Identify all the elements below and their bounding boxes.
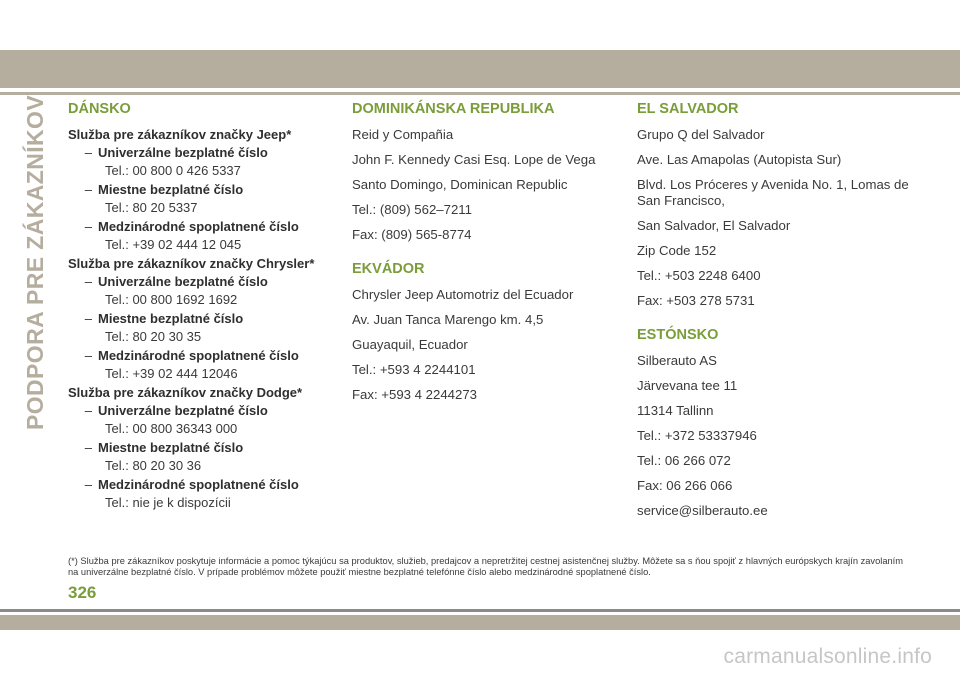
column-dominican-ecuador (352, 101, 622, 412)
list-item: – Miestne bezplatné číslo (84, 440, 244, 455)
column-salvador-estonia (637, 101, 927, 528)
phone-line: Tel.: (809) 562–7211 (352, 202, 472, 217)
country-heading-ecuador: EKVÁDOR (352, 261, 425, 277)
list-item: – Medzinárodné spoplatnené číslo (84, 219, 299, 234)
item-label: Univerzálne bezplatné číslo (98, 145, 268, 160)
phone-number: Tel.: 80 20 5337 (105, 200, 198, 215)
column-denmark (68, 101, 338, 514)
country-heading-estonia: ESTÓNSKO (637, 327, 719, 343)
zip-line: Zip Code 152 (637, 243, 717, 258)
bottom-decor-line (0, 609, 960, 612)
list-item: – Medzinárodné spoplatnené číslo (84, 348, 299, 363)
service-chrysler (68, 256, 338, 381)
address-line: 11314 Tallinn (637, 403, 714, 418)
address-line: Guayaquil, Ecuador (352, 337, 468, 352)
address-line: Järvevana tee 11 (637, 378, 738, 393)
fax-line: Fax: (809) 565-8774 (352, 227, 472, 242)
address-line: Blvd. Los Próceres y Avenida No. 1, Lomas de San Francisco, (637, 177, 909, 208)
phone-number: Tel.: 00 800 0 426 5337 (105, 163, 241, 178)
phone-number: Tel.: 80 20 30 35 (105, 329, 202, 344)
address-line: Reid y Compañia (352, 127, 454, 142)
fax-line: Fax: 06 266 066 (637, 478, 733, 493)
email-line: service@silberauto.ee (637, 503, 768, 518)
top-decor-line (0, 92, 960, 95)
item-label: Univerzálne bezplatné číslo (98, 403, 268, 418)
address-line: Ave. Las Amapolas (Autopista Sur) (637, 152, 842, 167)
phone-number: Tel.: nie je k dispozícii (105, 495, 231, 510)
service-jeep (68, 127, 338, 252)
fax-line: Fax: +503 278 5731 (637, 293, 755, 308)
service-title: Služba pre zákazníkov značky Dodge* (68, 385, 303, 400)
side-section-title: PODPORA PRE ZÁKAZNÍKOV (22, 94, 48, 430)
list-item: – Medzinárodné spoplatnené číslo (84, 477, 299, 492)
phone-line: Tel.: +503 2248 6400 (637, 268, 761, 283)
address-line: Silberauto AS (637, 353, 717, 368)
item-label: Medzinárodné spoplatnené číslo (98, 477, 299, 492)
item-label: Miestne bezplatné číslo (98, 182, 244, 197)
footnote: (*) Služba pre zákazníkov poskytuje informácie a pomoc týkajúcu sa produktov, služieb, predajcov a nepretržitej cestnej asistenčnej služby. Môžete sa s ňou spojiť z hlavných európskych krajín zavolaním na univerzálne bezplatné číslo. V prípade problémov môžete použiť miestne bezplatné telefónne číslo alebo medzinárodné spoplatnené číslo. (68, 556, 903, 577)
list-item: – Univerzálne bezplatné číslo (84, 403, 268, 418)
service-dodge (68, 385, 338, 510)
address-line: John F. Kennedy Casi Esq. Lope de Vega (352, 152, 596, 167)
phone-line: Tel.: 06 266 072 (637, 453, 731, 468)
address-line: Av. Juan Tanca Marengo km. 4,5 (352, 312, 544, 327)
phone-line: Tel.: +593 4 2244101 (352, 362, 476, 377)
service-title: Služba pre zákazníkov značky Chrysler* (68, 256, 315, 271)
page-number: 326 (68, 583, 97, 602)
item-label: Miestne bezplatné číslo (98, 440, 244, 455)
list-item: – Univerzálne bezplatné číslo (84, 274, 268, 289)
address-line: Chrysler Jeep Automotriz del Ecuador (352, 287, 574, 302)
country-heading-dominican: DOMINIKÁNSKA REPUBLIKA (352, 101, 555, 117)
list-item: – Miestne bezplatné číslo (84, 182, 244, 197)
address-line: San Salvador, El Salvador (637, 218, 791, 233)
list-item: – Univerzálne bezplatné číslo (84, 145, 268, 160)
phone-number: Tel.: +39 02 444 12046 (105, 366, 238, 381)
fax-line: Fax: +593 4 2244273 (352, 387, 478, 402)
top-decor-band (0, 50, 960, 88)
phone-number: Tel.: +39 02 444 12 045 (105, 237, 242, 252)
phone-line: Tel.: +372 53337946 (637, 428, 757, 443)
phone-number: Tel.: 00 800 36343 000 (105, 421, 238, 436)
watermark: carmanualsonline.info (723, 645, 932, 668)
phone-number: Tel.: 00 800 1692 1692 (105, 292, 238, 307)
country-heading-salvador: EL SALVADOR (637, 101, 739, 117)
address-line: Grupo Q del Salvador (637, 127, 765, 142)
item-label: Medzinárodné spoplatnené číslo (98, 219, 299, 234)
item-label: Medzinárodné spoplatnené číslo (98, 348, 299, 363)
list-item: – Miestne bezplatné číslo (84, 311, 244, 326)
phone-number: Tel.: 80 20 30 36 (105, 458, 202, 473)
item-label: Miestne bezplatné číslo (98, 311, 244, 326)
country-heading-denmark: DÁNSKO (68, 101, 131, 117)
bottom-decor-band (0, 615, 960, 630)
service-title: Služba pre zákazníkov značky Jeep* (68, 127, 292, 142)
address-line: Santo Domingo, Dominican Republic (352, 177, 568, 192)
item-label: Univerzálne bezplatné číslo (98, 274, 268, 289)
